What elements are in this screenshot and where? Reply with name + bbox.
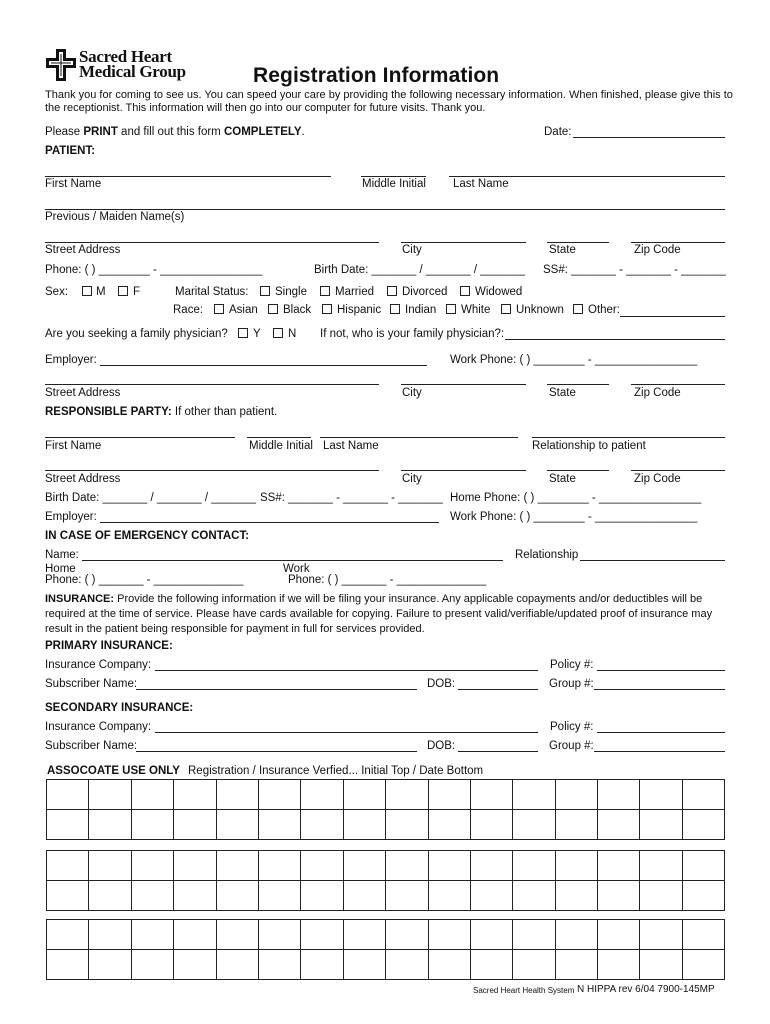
- secondary-policy-field[interactable]: [597, 732, 725, 733]
- grid-cell[interactable]: [513, 881, 555, 911]
- sex-f-checkbox[interactable]: [118, 286, 128, 296]
- rp-zip-field[interactable]: [631, 470, 725, 471]
- marital-married-checkbox[interactable]: [320, 286, 330, 296]
- grid-cell[interactable]: [47, 810, 89, 840]
- rp-first-name-field[interactable]: [45, 437, 235, 438]
- city-field[interactable]: [401, 242, 526, 243]
- grid-cell[interactable]: [640, 881, 682, 911]
- rp-first-name-label: First Name: [45, 440, 102, 452]
- race-hispanic-label: Hispanic: [337, 304, 382, 316]
- grid-cell[interactable]: [555, 780, 597, 810]
- associate-use-label: ASSOCOATE USE ONLY: [47, 765, 180, 777]
- grid-cell[interactable]: [301, 780, 343, 810]
- print-suffix: .: [301, 126, 305, 138]
- grid-cell[interactable]: [555, 851, 597, 881]
- physician-who-field[interactable]: [505, 339, 725, 340]
- associate-grid-2: [46, 850, 725, 911]
- race-other-field[interactable]: [620, 316, 725, 317]
- grid-cell[interactable]: [258, 950, 300, 980]
- marital-widowed-label: Widowed: [475, 286, 523, 298]
- secondary-group-field[interactable]: [594, 751, 725, 752]
- grid-cell[interactable]: [386, 950, 428, 980]
- grid-cell[interactable]: [301, 881, 343, 911]
- footer-form-number: N HIPPA rev 6/04 7900-145MP: [577, 984, 715, 995]
- marital-widowed-checkbox[interactable]: [460, 286, 470, 296]
- grid-cell[interactable]: [216, 920, 258, 950]
- grid-cell[interactable]: [343, 950, 385, 980]
- insurance-notice-text: Provide the following information if we will be filing your insurance. Any applicable copayments and/or deductibles will be required at the time of service. Please have cards available for copying. Failure to present valid/verifiable/updated proof of insurance may result in the patient being responsible for payment in full for services provided.: [45, 593, 713, 635]
- grid-cell[interactable]: [386, 851, 428, 881]
- race-unknown-label: Unknown: [516, 304, 564, 316]
- emergency-work-phone-field[interactable]: Phone: ( ) _______ - ______________: [288, 574, 487, 586]
- rp-birth-date-field[interactable]: Birth Date: _______ / _______ / _______: [45, 492, 257, 504]
- rp-relationship-field[interactable]: [532, 437, 725, 438]
- emergency-name-field[interactable]: [82, 560, 503, 561]
- street-field[interactable]: [45, 242, 379, 243]
- grid-cell[interactable]: [174, 950, 216, 980]
- secondary-policy-label: Policy #:: [550, 721, 594, 733]
- marital-divorced-label: Divorced: [402, 286, 448, 298]
- phone-field[interactable]: Phone: ( ) ________ - ________________: [45, 264, 263, 276]
- middle-initial-label: Middle Initial: [362, 178, 426, 190]
- race-indian-label: Indian: [405, 304, 437, 316]
- primary-insurance-header: PRIMARY INSURANCE:: [45, 640, 173, 652]
- maiden-name-field[interactable]: [45, 209, 725, 210]
- secondary-dob-field[interactable]: [458, 751, 538, 752]
- emergency-name-label: Name:: [45, 549, 79, 561]
- grid-cell[interactable]: [89, 881, 131, 911]
- employer-field[interactable]: [100, 365, 427, 366]
- responsible-header-bold: RESPONSIBLE PARTY:: [45, 406, 172, 418]
- grid-cell[interactable]: [682, 920, 724, 950]
- rp-employer-label: Employer:: [45, 511, 97, 523]
- cross-icon: [46, 49, 76, 81]
- rp-state-label: State: [549, 473, 576, 485]
- grid-cell[interactable]: [386, 810, 428, 840]
- grid-cell[interactable]: [258, 810, 300, 840]
- physician-n-label: N: [288, 328, 297, 340]
- first-name-field[interactable]: [45, 176, 331, 177]
- logo-line1: Sacred Heart: [79, 47, 172, 66]
- grid-cell[interactable]: [428, 851, 470, 881]
- marital-single-label: Single: [275, 286, 307, 298]
- grid-cell[interactable]: [131, 881, 173, 911]
- insurance-notice-label: INSURANCE:: [45, 593, 115, 605]
- race-white-checkbox[interactable]: [446, 304, 456, 314]
- race-white-label: White: [461, 304, 491, 316]
- grid-cell[interactable]: [47, 851, 89, 881]
- grid-cell[interactable]: [598, 920, 640, 950]
- sex-f-label: F: [133, 286, 141, 298]
- grid-cell[interactable]: [682, 851, 724, 881]
- grid-cell[interactable]: [301, 950, 343, 980]
- grid-cell[interactable]: [428, 920, 470, 950]
- rp-middle-initial-field[interactable]: [247, 437, 311, 438]
- grid-cell[interactable]: [216, 881, 258, 911]
- primary-subscriber-label: Subscriber Name:: [45, 678, 138, 690]
- primary-group-field[interactable]: [594, 689, 725, 690]
- grid-cell[interactable]: [258, 780, 300, 810]
- responsible-header-note: If other than patient.: [171, 406, 278, 418]
- grid-cell[interactable]: [131, 780, 173, 810]
- secondary-company-field[interactable]: [155, 732, 538, 733]
- race-black-label: Black: [283, 304, 312, 316]
- grid-cell[interactable]: [386, 881, 428, 911]
- marital-married-label: Married: [335, 286, 374, 298]
- grid-cell[interactable]: [428, 780, 470, 810]
- race-unknown-checkbox[interactable]: [501, 304, 511, 314]
- rp-relationship-label: Relationship to patient: [532, 440, 646, 452]
- work-phone-field[interactable]: Work Phone: ( ) ________ - ________________: [450, 354, 698, 366]
- race-other-label: Other:: [588, 304, 620, 316]
- last-name-label: Last Name: [453, 178, 509, 190]
- grid-cell[interactable]: [174, 881, 216, 911]
- zip-field[interactable]: [631, 242, 725, 243]
- secondary-group-label: Group #:: [549, 740, 594, 752]
- grid-cell[interactable]: [343, 920, 385, 950]
- race-indian-checkbox[interactable]: [390, 304, 400, 314]
- date-label: Date:: [544, 126, 572, 138]
- rp-ss-field[interactable]: SS#: _______ - _______ - _______: [260, 492, 443, 504]
- race-hispanic-checkbox[interactable]: [322, 304, 332, 314]
- race-asian-label: Asian: [229, 304, 258, 316]
- maiden-name-label: Previous / Maiden Name(s): [45, 211, 185, 223]
- grid-cell[interactable]: [216, 780, 258, 810]
- grid-cell[interactable]: [343, 851, 385, 881]
- rp-city-label: City: [402, 473, 422, 485]
- grid-cell[interactable]: [89, 780, 131, 810]
- ss-field[interactable]: SS#: _______ - _______ - _______: [543, 264, 726, 276]
- primary-company-label: Insurance Company:: [45, 659, 152, 671]
- race-black-checkbox[interactable]: [268, 304, 278, 314]
- intro-text: Thank you for coming to see us. You can speed your care by providing the following necessary information. When finished, please give this to the receptionist. This information will then go into our computer for future visits. Thank you.: [45, 89, 733, 114]
- middle-initial-field[interactable]: [361, 176, 426, 177]
- grid-cell[interactable]: [682, 881, 724, 911]
- emergency-header: IN CASE OF EMERGENCY CONTACT:: [45, 530, 250, 542]
- page-title: Registration Information: [253, 64, 500, 87]
- grid-cell[interactable]: [513, 780, 555, 810]
- primary-policy-label: Policy #:: [550, 659, 594, 671]
- grid-cell[interactable]: [555, 810, 597, 840]
- sex-m-checkbox[interactable]: [82, 286, 92, 296]
- physician-who-label: If not, who is your family physician?:: [320, 328, 505, 340]
- grid-cell[interactable]: [598, 950, 640, 980]
- print-mid: and fill out this form: [117, 126, 224, 138]
- footer-system: Sacred Heart Health System: [473, 986, 575, 995]
- grid-cell[interactable]: [131, 810, 173, 840]
- emergency-relationship-label: Relationship: [515, 549, 579, 561]
- rp-work-phone-field[interactable]: Work Phone: ( ) ________ - ________________: [450, 511, 698, 523]
- grid-cell[interactable]: [131, 920, 173, 950]
- grid-cell[interactable]: [513, 950, 555, 980]
- rp-zip-label: Zip Code: [634, 473, 681, 485]
- employer-label: Employer:: [45, 354, 97, 366]
- grid-row-date: [47, 881, 725, 911]
- grid-cell[interactable]: [598, 881, 640, 911]
- associate-grid-1: [46, 779, 725, 840]
- grid-cell[interactable]: [428, 950, 470, 980]
- employer-state-label: State: [549, 387, 576, 399]
- grid-cell[interactable]: [343, 810, 385, 840]
- grid-cell[interactable]: [640, 780, 682, 810]
- grid-cell[interactable]: [555, 920, 597, 950]
- grid-cell[interactable]: [555, 950, 597, 980]
- grid-cell[interactable]: [89, 950, 131, 980]
- primary-dob-label: DOB:: [427, 678, 456, 690]
- grid-cell[interactable]: [174, 920, 216, 950]
- sex-label: Sex:: [45, 286, 69, 298]
- insurance-notice: [45, 592, 730, 637]
- physician-n-checkbox[interactable]: [273, 328, 283, 338]
- grid-cell[interactable]: [640, 950, 682, 980]
- grid-cell[interactable]: [343, 881, 385, 911]
- grid-cell[interactable]: [386, 920, 428, 950]
- state-field[interactable]: [547, 242, 609, 243]
- grid-cell[interactable]: [47, 950, 89, 980]
- grid-cell[interactable]: [428, 810, 470, 840]
- race-asian-checkbox[interactable]: [214, 304, 224, 314]
- grid-cell[interactable]: [89, 920, 131, 950]
- grid-cell[interactable]: [216, 810, 258, 840]
- grid-cell[interactable]: [513, 851, 555, 881]
- grid-cell[interactable]: [301, 810, 343, 840]
- secondary-insurance-header: SECONDARY INSURANCE:: [45, 702, 194, 714]
- grid-cell[interactable]: [682, 810, 724, 840]
- employer-city-label: City: [402, 387, 422, 399]
- state-label: State: [549, 244, 576, 256]
- grid-cell[interactable]: [47, 920, 89, 950]
- first-name-label: First Name: [45, 178, 102, 190]
- zip-label: Zip Code: [634, 244, 681, 256]
- rp-street-label: Street Address: [45, 473, 121, 485]
- grid-cell[interactable]: [216, 851, 258, 881]
- marital-label: Marital Status:: [175, 286, 249, 298]
- grid-cell[interactable]: [513, 920, 555, 950]
- grid-row-initial: [47, 780, 725, 810]
- primary-company-field[interactable]: [155, 670, 538, 671]
- rp-last-name-label: Last Name: [323, 440, 379, 452]
- rp-last-name-field[interactable]: [320, 437, 518, 438]
- sex-m-label: M: [96, 286, 106, 298]
- primary-subscriber-field[interactable]: [136, 689, 417, 690]
- rp-employer-field[interactable]: [100, 522, 439, 523]
- grid-cell[interactable]: [174, 851, 216, 881]
- associate-use-note: Registration / Insurance Verfied... Initial Top / Date Bottom: [188, 765, 484, 777]
- primary-policy-field[interactable]: [597, 670, 725, 671]
- grid-cell[interactable]: [174, 780, 216, 810]
- grid-row-initial: [47, 851, 725, 881]
- grid-cell[interactable]: [640, 851, 682, 881]
- grid-cell[interactable]: [386, 780, 428, 810]
- employer-city-field[interactable]: [401, 384, 526, 385]
- primary-group-label: Group #:: [549, 678, 594, 690]
- grid-cell[interactable]: [682, 780, 724, 810]
- secondary-subscriber-field[interactable]: [136, 751, 417, 752]
- print-completely: COMPLETELY: [223, 126, 302, 138]
- city-label: City: [402, 244, 422, 256]
- rp-middle-initial-label: Middle Initial: [249, 440, 313, 452]
- grid-row-date: [47, 950, 725, 980]
- rp-state-field[interactable]: [547, 470, 609, 471]
- grid-cell[interactable]: [301, 920, 343, 950]
- grid-cell[interactable]: [682, 950, 724, 980]
- grid-cell[interactable]: [131, 950, 173, 980]
- marital-divorced-checkbox[interactable]: [387, 286, 397, 296]
- emergency-home-phone-field[interactable]: Phone: ( ) _______ - ______________: [45, 574, 244, 586]
- grid-cell[interactable]: [598, 810, 640, 840]
- employer-state-field[interactable]: [547, 384, 609, 385]
- grid-cell[interactable]: [470, 780, 512, 810]
- grid-cell[interactable]: [89, 851, 131, 881]
- rp-street-field[interactable]: [45, 470, 379, 471]
- primary-dob-field[interactable]: [458, 689, 538, 690]
- grid-cell[interactable]: [640, 810, 682, 840]
- grid-cell[interactable]: [555, 881, 597, 911]
- grid-cell[interactable]: [301, 851, 343, 881]
- grid-cell[interactable]: [258, 920, 300, 950]
- print-instruction: [45, 127, 305, 139]
- grid-cell[interactable]: [470, 950, 512, 980]
- grid-row-initial: [47, 920, 725, 950]
- logo-line2: Medical Group: [79, 62, 186, 81]
- secondary-company-label: Insurance Company:: [45, 721, 152, 733]
- last-name-field[interactable]: [449, 176, 725, 177]
- race-other-checkbox[interactable]: [573, 304, 583, 314]
- marital-single-checkbox[interactable]: [260, 286, 270, 296]
- grid-cell[interactable]: [47, 780, 89, 810]
- grid-cell[interactable]: [428, 881, 470, 911]
- race-label: Race:: [173, 304, 204, 316]
- physician-y-checkbox[interactable]: [238, 328, 248, 338]
- grid-cell[interactable]: [470, 881, 512, 911]
- date-field[interactable]: [573, 137, 725, 138]
- birth-date-field[interactable]: Birth Date: _______ / _______ / _______: [314, 264, 526, 276]
- grid-cell[interactable]: [598, 780, 640, 810]
- print-bold: PRINT: [83, 126, 118, 138]
- emergency-work-label: Work: [283, 563, 310, 575]
- physician-question: Are you seeking a family physician?: [45, 328, 228, 340]
- print-prefix: Please: [45, 126, 84, 138]
- grid-cell[interactable]: [258, 881, 300, 911]
- grid-cell[interactable]: [598, 851, 640, 881]
- grid-row-date: [47, 810, 725, 840]
- employer-street-label: Street Address: [45, 387, 121, 399]
- grid-cell[interactable]: [343, 780, 385, 810]
- grid-cell[interactable]: [47, 881, 89, 911]
- grid-cell[interactable]: [89, 810, 131, 840]
- secondary-dob-label: DOB:: [427, 740, 456, 752]
- street-label: Street Address: [45, 244, 121, 256]
- grid-cell[interactable]: [174, 810, 216, 840]
- emergency-relationship-field[interactable]: [580, 560, 725, 561]
- employer-zip-field[interactable]: [631, 384, 725, 385]
- secondary-subscriber-label: Subscriber Name:: [45, 740, 138, 752]
- physician-y-label: Y: [253, 328, 261, 340]
- grid-cell[interactable]: [131, 851, 173, 881]
- grid-cell[interactable]: [470, 810, 512, 840]
- responsible-header: [45, 407, 277, 419]
- rp-city-field[interactable]: [401, 470, 526, 471]
- rp-home-phone-field[interactable]: Home Phone: ( ) ________ - ________________: [450, 492, 702, 504]
- emergency-home-label: Home: [45, 563, 76, 575]
- grid-cell[interactable]: [258, 851, 300, 881]
- patient-header: PATIENT:: [45, 145, 96, 157]
- employer-zip-label: Zip Code: [634, 387, 681, 399]
- grid-cell[interactable]: [470, 920, 512, 950]
- grid-cell[interactable]: [216, 950, 258, 980]
- employer-street-field[interactable]: [45, 384, 379, 385]
- grid-cell[interactable]: [513, 810, 555, 840]
- associate-grid-3: [46, 919, 725, 980]
- grid-cell[interactable]: [640, 920, 682, 950]
- grid-cell[interactable]: [470, 851, 512, 881]
